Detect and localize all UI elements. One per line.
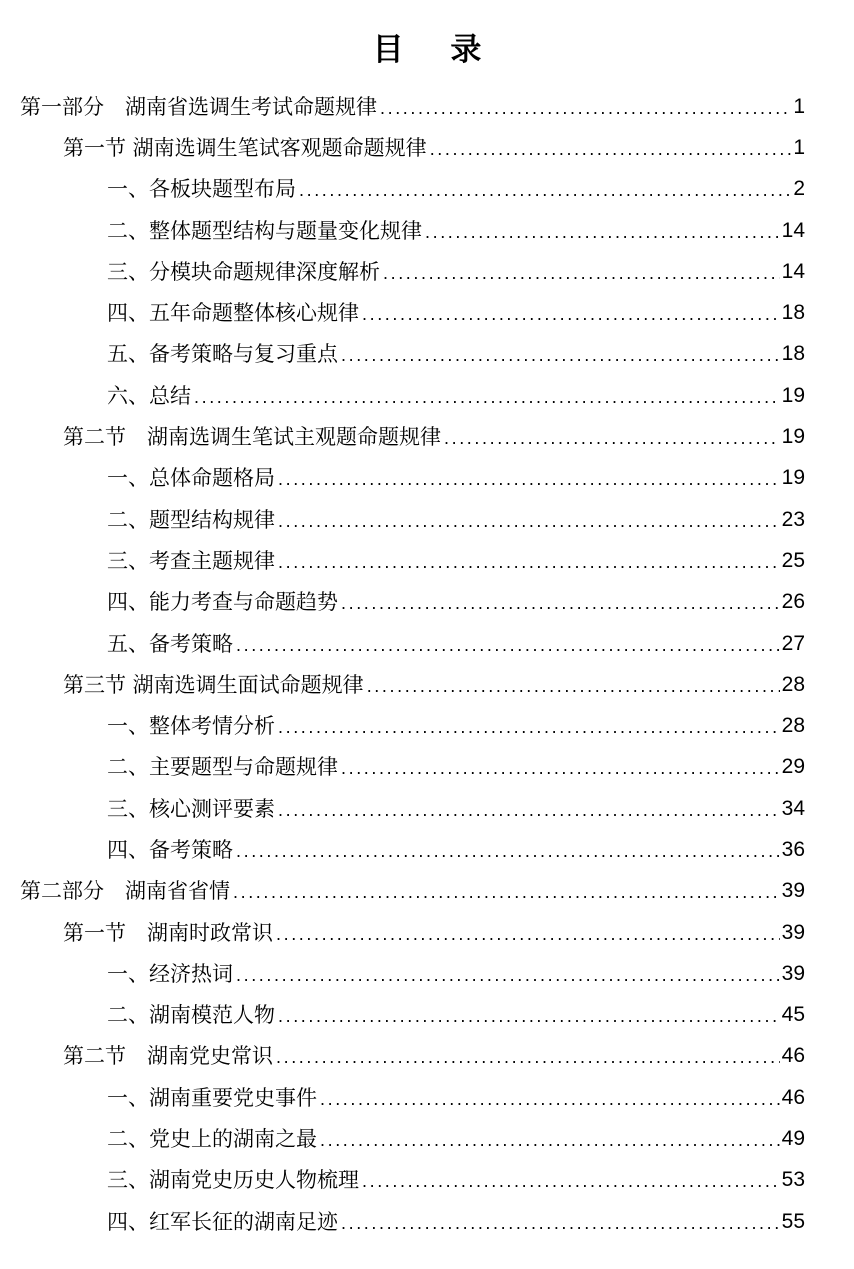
toc-entry-label: 一、总体命题格局	[107, 466, 275, 491]
toc-entry[interactable]	[0, 788, 854, 829]
toc-entry-page-number: 14	[781, 218, 805, 242]
toc-entry-page-number: 19	[781, 425, 805, 449]
toc-entry-label: 四、能力考查与命题趋势	[107, 590, 338, 615]
toc-entry[interactable]	[0, 458, 854, 499]
toc-dot-leader	[444, 424, 780, 452]
toc-entry[interactable]	[0, 86, 854, 127]
toc-entry-page-number: 18	[781, 301, 805, 325]
toc-entry-label: 六、总结	[107, 383, 191, 408]
toc-entry-page-number: 45	[781, 1003, 805, 1027]
toc-entry-label: 一、整体考情分析	[107, 714, 275, 739]
toc-dot-leader	[278, 713, 780, 741]
toc-dot-leader	[278, 1002, 780, 1030]
toc-dot-leader	[236, 961, 780, 989]
toc-dot-leader	[276, 920, 780, 948]
toc-entry-page-number: 1	[793, 135, 805, 159]
toc-dot-leader	[278, 796, 780, 824]
toc-entry-label: 四、五年命题整体核心规律	[107, 301, 359, 326]
toc-entry[interactable]	[0, 416, 854, 457]
toc-entry-label: 四、红军长征的湖南足迹	[107, 1209, 338, 1234]
toc-dot-leader	[320, 1126, 780, 1154]
toc-entry-page-number: 49	[781, 1127, 805, 1151]
toc-entry-label: 二、主要题型与命题规律	[107, 755, 338, 780]
toc-entry[interactable]	[0, 829, 854, 870]
toc-dot-leader	[341, 341, 780, 369]
toc-dot-leader	[194, 383, 780, 411]
page-title: 目 录	[372, 32, 500, 68]
toc-entry-page-number: 1	[793, 94, 805, 118]
toc-entry-label: 第二部分 湖南省省情	[20, 879, 230, 904]
toc-entry-page-number: 28	[781, 672, 805, 696]
toc-dot-leader	[430, 135, 792, 163]
toc-entry[interactable]	[0, 375, 854, 416]
toc-dot-leader	[276, 1043, 780, 1071]
toc-dot-leader	[383, 259, 780, 287]
toc-entry[interactable]	[0, 127, 854, 168]
toc-dot-leader	[341, 1209, 780, 1237]
toc-entry[interactable]	[0, 664, 854, 705]
toc-dot-leader	[341, 589, 780, 617]
toc-entry[interactable]	[0, 1036, 854, 1077]
toc-dot-leader	[233, 878, 780, 906]
toc-entry-page-number: 39	[781, 920, 805, 944]
toc-dot-leader	[299, 176, 791, 204]
toc-dot-leader	[236, 837, 780, 865]
table-of-contents	[0, 86, 854, 1242]
toc-entry-page-number: 55	[781, 1209, 805, 1233]
toc-entry-page-number: 27	[781, 631, 805, 655]
toc-entry-page-number: 26	[781, 590, 805, 614]
toc-dot-leader	[425, 218, 780, 246]
toc-entry-label: 三、考查主题规律	[107, 548, 275, 573]
toc-entry[interactable]	[0, 334, 854, 375]
toc-entry[interactable]	[0, 1160, 854, 1201]
toc-entry[interactable]	[0, 169, 854, 210]
toc-dot-leader	[362, 1167, 780, 1195]
toc-entry-page-number: 46	[781, 1085, 805, 1109]
toc-dot-leader	[320, 1085, 780, 1113]
toc-dot-leader	[278, 507, 780, 535]
toc-entry-page-number: 28	[781, 714, 805, 738]
toc-entry-label: 一、湖南重要党史事件	[107, 1085, 317, 1110]
toc-dot-leader	[362, 300, 780, 328]
toc-entry-label: 第一节 湖南时政常识	[63, 920, 273, 945]
toc-entry-page-number: 2	[793, 177, 805, 201]
toc-entry[interactable]	[0, 871, 854, 912]
toc-entry[interactable]	[0, 499, 854, 540]
toc-entry-page-number: 39	[781, 879, 805, 903]
toc-entry-page-number: 29	[781, 755, 805, 779]
toc-entry-label: 一、经济热词	[107, 961, 233, 986]
toc-entry[interactable]	[0, 953, 854, 994]
toc-dot-leader	[380, 94, 791, 122]
toc-entry[interactable]	[0, 995, 854, 1036]
toc-entry[interactable]	[0, 747, 854, 788]
toc-entry-label: 二、党史上的湖南之最	[107, 1127, 317, 1152]
toc-entry-label: 第二节 湖南选调生笔试主观题命题规律	[63, 425, 441, 450]
toc-entry-label: 二、湖南模范人物	[107, 1003, 275, 1028]
toc-entry-page-number: 18	[781, 342, 805, 366]
toc-entry-label: 三、核心测评要素	[107, 796, 275, 821]
toc-entry[interactable]	[0, 1201, 854, 1242]
toc-entry-page-number: 53	[781, 1168, 805, 1192]
toc-dot-leader	[278, 548, 780, 576]
toc-entry-label: 第二节 湖南党史常识	[63, 1044, 273, 1069]
toc-entry-label: 第三节 湖南选调生面试命题规律	[63, 672, 364, 697]
toc-entry-page-number: 36	[781, 837, 805, 861]
toc-dot-leader	[278, 465, 780, 493]
toc-entry[interactable]	[0, 292, 854, 333]
toc-entry-page-number: 46	[781, 1044, 805, 1068]
toc-entry[interactable]	[0, 623, 854, 664]
toc-entry-label: 二、题型结构规律	[107, 507, 275, 532]
toc-entry[interactable]	[0, 705, 854, 746]
toc-entry-label: 一、各板块题型布局	[107, 177, 296, 202]
toc-entry-page-number: 14	[781, 259, 805, 283]
toc-dot-leader	[341, 754, 780, 782]
toc-entry-page-number: 23	[781, 507, 805, 531]
toc-entry-page-number: 25	[781, 548, 805, 572]
toc-entry-label: 三、湖南党史历史人物梳理	[107, 1168, 359, 1193]
toc-entry-page-number: 39	[781, 961, 805, 985]
toc-entry[interactable]	[0, 1077, 854, 1118]
toc-entry-label: 三、分模块命题规律深度解析	[107, 259, 380, 284]
toc-entry-page-number: 34	[781, 796, 805, 820]
toc-entry-label: 二、整体题型结构与题量变化规律	[107, 218, 422, 243]
toc-entry-label: 五、备考策略	[107, 631, 233, 656]
toc-entry-label: 第一部分 湖南省选调生考试命题规律	[20, 94, 377, 119]
toc-dot-leader	[236, 631, 780, 659]
toc-dot-leader	[367, 672, 780, 700]
toc-entry-label: 第一节 湖南选调生笔试客观题命题规律	[63, 135, 427, 160]
toc-entry[interactable]	[0, 582, 854, 623]
toc-entry-page-number: 19	[781, 466, 805, 490]
toc-entry[interactable]	[0, 210, 854, 251]
toc-entry-label: 五、备考策略与复习重点	[107, 342, 338, 367]
toc-entry-label: 四、备考策略	[107, 837, 233, 862]
toc-entry[interactable]	[0, 1118, 854, 1159]
toc-entry[interactable]	[0, 540, 854, 581]
toc-entry-page-number: 19	[781, 383, 805, 407]
toc-entry[interactable]	[0, 912, 854, 953]
toc-entry[interactable]	[0, 251, 854, 292]
